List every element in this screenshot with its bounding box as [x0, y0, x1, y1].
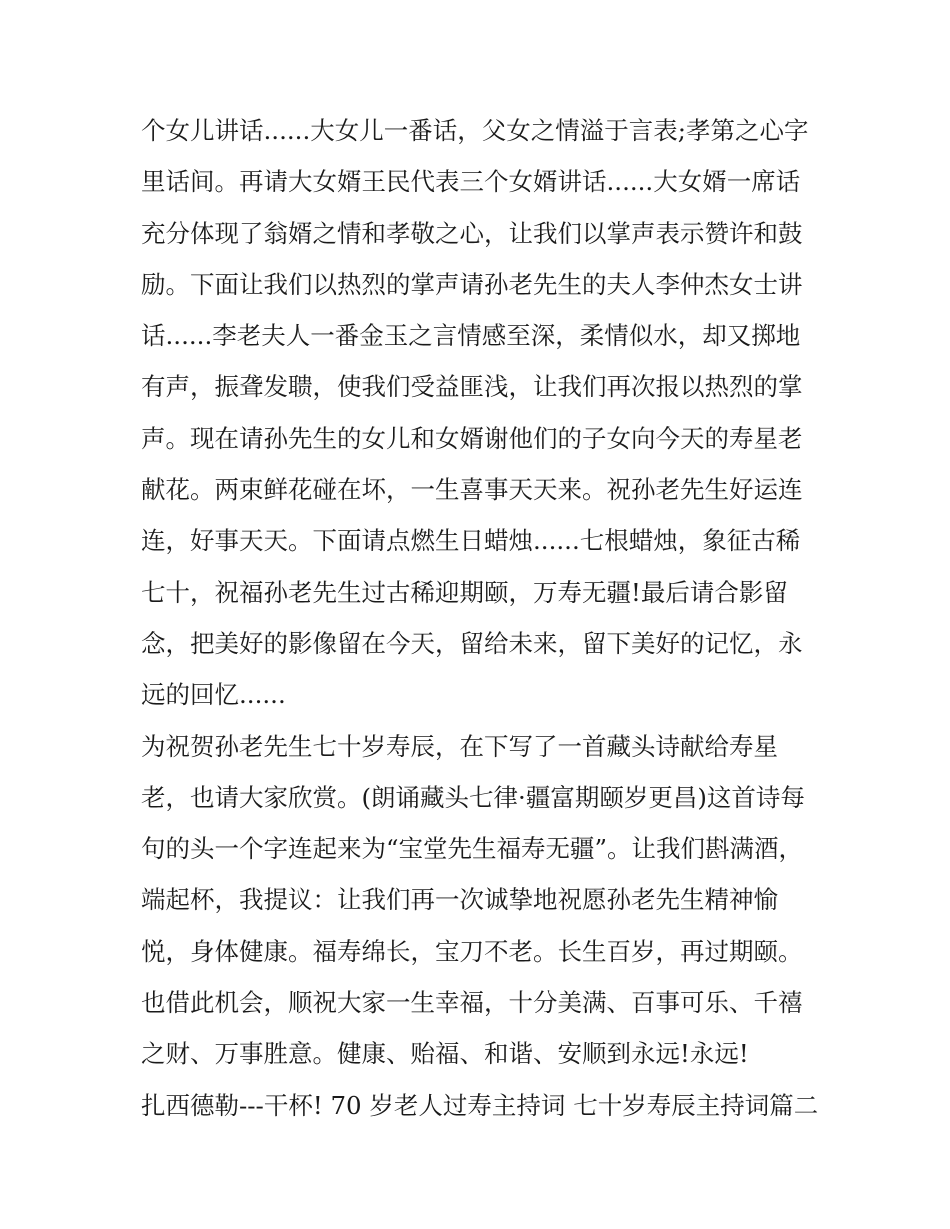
text-line-17: 悦，身体健康。福寿绵长，宝刀不老。长生百岁，再过期颐。 [141, 936, 803, 966]
text-line-12: 远的回忆...... [141, 680, 286, 710]
text-line-6: 有声，振聋发聩，使我们受益匪浅，让我们再次报以热烈的掌 [141, 372, 803, 402]
body-text [141, 108, 821, 1134]
text-line-8: 献花。两束鲜花碰在坏，一生喜事天天来。祝孙老先生好运连 [141, 475, 803, 505]
text-line-9: 连，好事天天。下面请点燃生日蜡烛......七根蜡烛，象征古稀 [141, 526, 801, 556]
text-line-11: 念，把美好的影像留在今天，留给未来，留下美好的记忆，永 [141, 628, 803, 658]
text-line-20: 扎西德勒---干杯! 70 岁老人过寿主持词 七十岁寿辰主持词篇二 [141, 1090, 819, 1120]
text-line-4: 励。下面让我们以热烈的掌声请孙老先生的夫人李仲杰女士讲 [141, 269, 803, 299]
text-line-3: 充分体现了翁婿之情和孝敬之心，让我们以掌声表示赞许和鼓 [141, 218, 803, 248]
text-line-13: 为祝贺孙老先生七十岁寿辰，在下写了一首藏头诗献给寿星 [141, 731, 778, 761]
text-line-2: 里话间。再请大女婿王民代表三个女婿讲话......大女婿一席话 [141, 167, 801, 197]
text-line-16: 端起杯，我提议：让我们再一次诚挚地祝愿孙老先生精神愉 [141, 885, 778, 915]
text-line-7: 声。现在请孙先生的女儿和女婿谢他们的子女向今天的寿星老 [141, 423, 803, 453]
text-line-19: 之财、万事胜意。健康、贻福、和谐、安顺到永远!永远! [141, 1039, 749, 1069]
text-line-15: 句的头一个字连起来为“宝堂先生福寿无疆”。让我们斟满酒， [141, 834, 804, 864]
text-line-5: 话......李老夫人一番金玉之言情感至深，柔情似水，却又掷地 [141, 321, 801, 351]
text-line-10: 七十，祝福孙老先生过古稀迎期颐，万寿无疆!最后请合影留 [141, 577, 788, 607]
text-line-1: 个女儿讲话......大女儿一番话，父女之情溢于言表;孝第之心字 [141, 116, 809, 145]
text-line-14: 老，也请大家欣赏。(朗诵藏头七律·疆富期颐岁更昌)这首诗每 [141, 782, 805, 812]
text-line-18: 也借此机会，顺祝大家一生幸福，十分美满、百事可乐、千禧 [141, 988, 803, 1018]
